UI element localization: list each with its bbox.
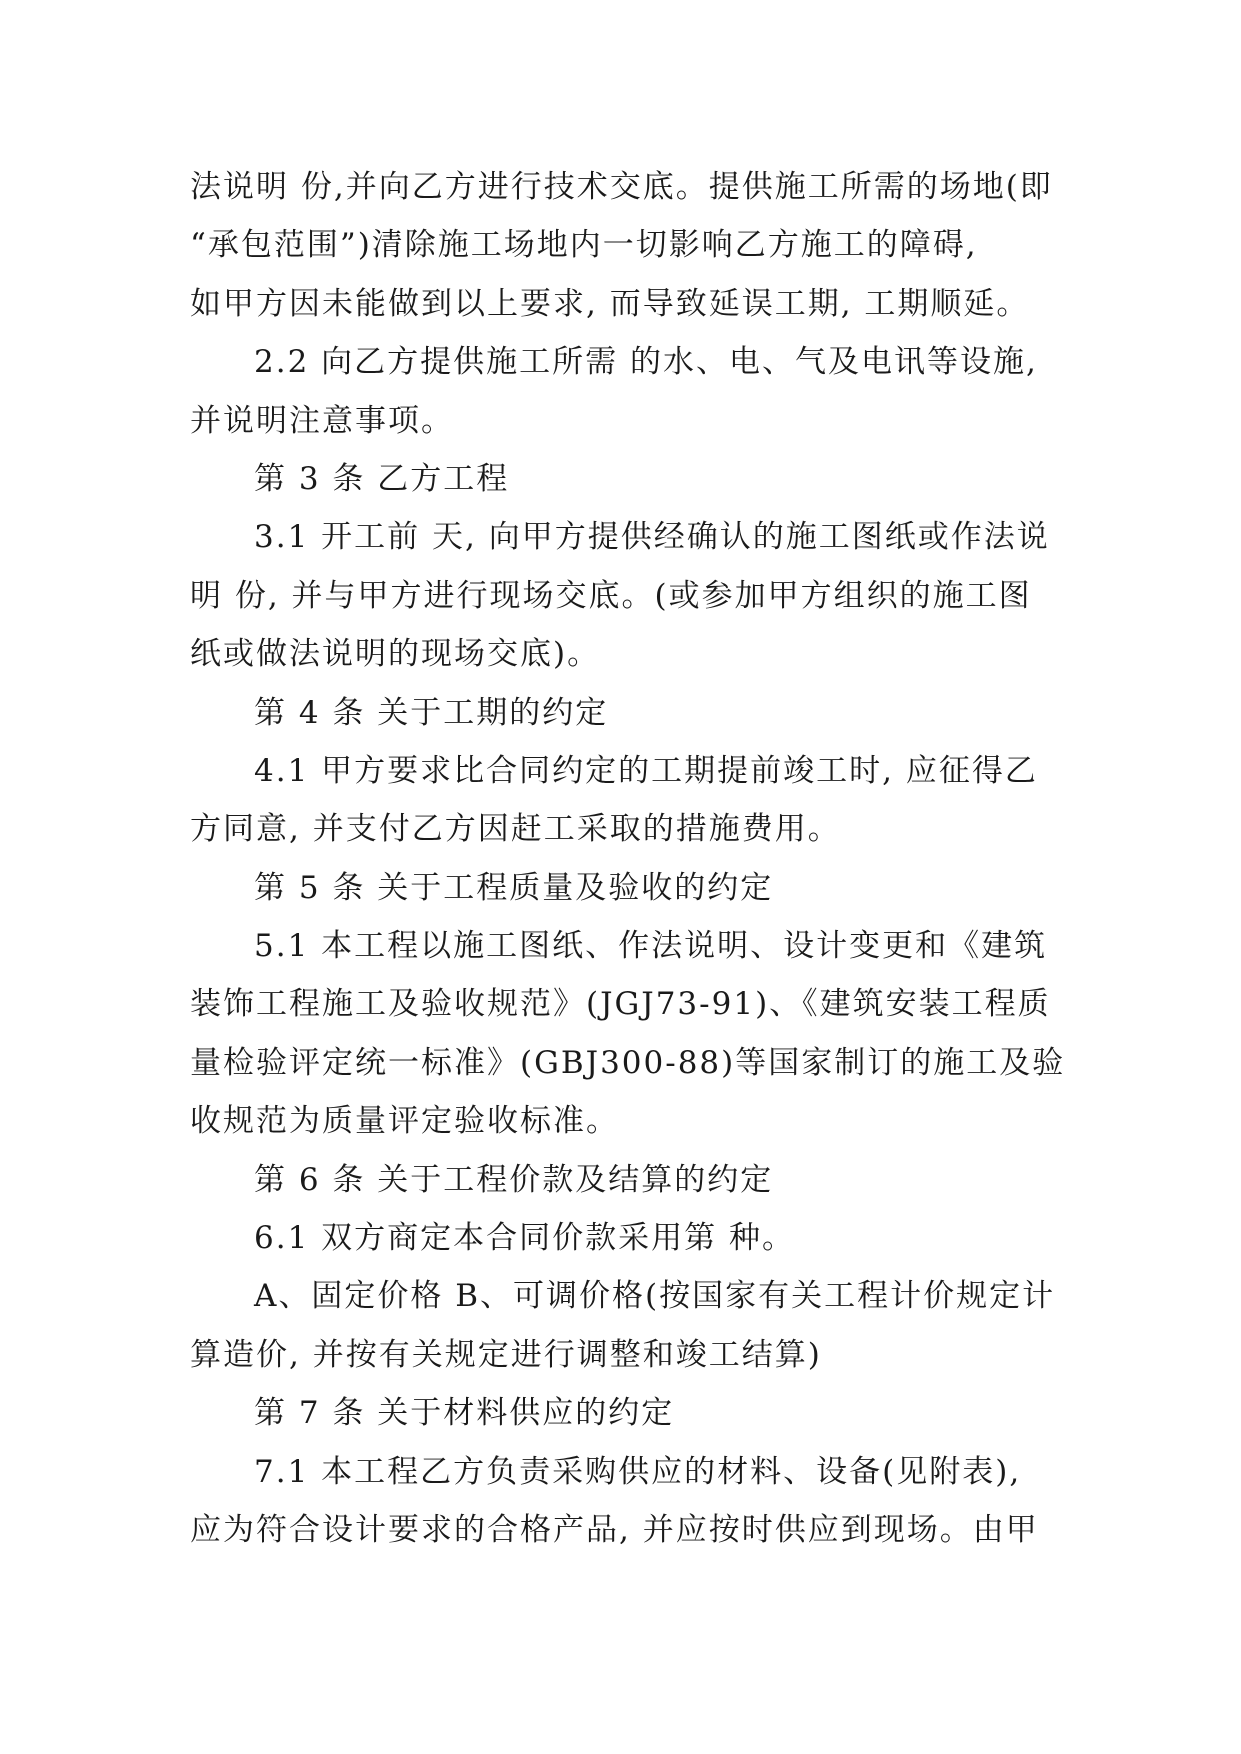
text-line: 纸或做法说明的现场交底)。 <box>190 636 601 673</box>
section-heading: 第 4 条 关于工期的约定 <box>254 694 609 731</box>
section-heading: 第 7 条 关于材料供应的约定 <box>254 1395 675 1432</box>
text-line: 如甲方因未能做到以上要求, 而导致延误工期, 工期顺延。 <box>190 285 1030 322</box>
text-line: 5.1 本工程以施工图纸、作法说明、设计变更和《建筑 <box>254 928 1048 965</box>
text-line: 方同意, 并支付乙方因赶工采取的措施费用。 <box>190 811 841 848</box>
document-body <box>190 158 1070 1559</box>
text-line: “承包范围”)清除施工场地内一切影响乙方施工的障碍, <box>190 227 978 264</box>
text-line: 明 份, 并与甲方进行现场交底。(或参加甲方组织的施工图 <box>190 577 1032 614</box>
text-line: 4.1 甲方要求比合同约定的工期提前竣工时, 应征得乙 <box>254 752 1038 789</box>
text-line: 3.1 开工前 天, 向甲方提供经确认的施工图纸或作法说 <box>254 519 1050 556</box>
text-line: 6.1 双方商定本合同价款采用第 种。 <box>254 1220 796 1257</box>
section-heading: 第 6 条 关于工程价款及结算的约定 <box>254 1161 774 1198</box>
text-line: 收规范为质量评定验收标准。 <box>190 1103 619 1140</box>
text-line: 量检验评定统一标准》(GBJ300-88)等国家制订的施工及验 <box>190 1044 1066 1081</box>
section-heading: 第 5 条 关于工程质量及验收的约定 <box>254 869 774 906</box>
text-line: 并说明注意事项。 <box>190 402 454 439</box>
text-line: 7.1 本工程乙方负责采购供应的材料、设备(见附表), <box>254 1453 1022 1490</box>
text-line: 应为符合设计要求的合格产品, 并应按时供应到现场。由甲 <box>190 1511 1039 1548</box>
section-heading: 第 3 条 乙方工程 <box>254 460 510 497</box>
text-line: 法说明 份,并向乙方进行技术交底。提供施工所需的场地(即 <box>190 169 1053 205</box>
text-line: 算造价, 并按有关规定进行调整和竣工结算) <box>190 1336 822 1373</box>
text-line: 2.2 向乙方提供施工所需 的水、电、气及电讯等设施, <box>254 344 1038 381</box>
text-line: 装饰工程施工及验收规范》(JGJ73-91)、《建筑安装工程质 <box>190 986 1051 1023</box>
text-line: A、固定价格 B、可调价格(按国家有关工程计价规定计 <box>254 1278 1056 1315</box>
